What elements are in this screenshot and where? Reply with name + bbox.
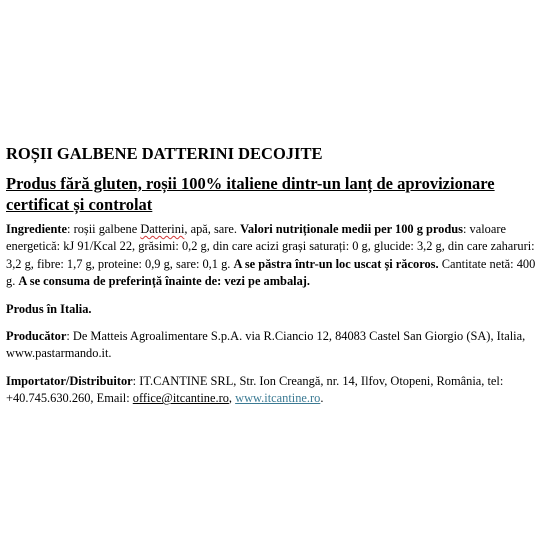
producer-label: Producător (6, 329, 67, 344)
best-before: A se consuma de preferință înainte de: vezi pe ambalaj. (18, 274, 311, 289)
product-label-document (6, 144, 542, 418)
importer-end: . (320, 391, 324, 406)
producer-paragraph (6, 328, 542, 363)
nutrition-values: : valoare energetică: kJ 91/Kcal 22, grăsimi: 0,2 g, din care acizi grași saturați: 0 g, glucide: 3,2 g, din care zaharuri: 3,2 g, fibre: 1,7 g, proteine: 0,9 g, sare: 0,1 g. (6, 222, 535, 271)
ingredients-paragraph (6, 221, 542, 291)
importer-paragraph (6, 373, 542, 408)
link-separator: , (228, 391, 236, 406)
email-link[interactable]: office@itcantine.ro (132, 391, 229, 406)
storage-instructions: A se păstra într-un loc uscat și răcoros. (233, 256, 439, 271)
ingredients-label: Ingrediente (6, 222, 68, 236)
importer-label: Importator/Distribuitor (6, 373, 133, 388)
product-subtitle: Produs fără gluten, roșii 100% italiene dintr-un lanț de aprovizionare certificat și controlat (6, 174, 495, 214)
origin-statement: Produs în Italia. (6, 301, 92, 316)
net-quantity: Cantitate netă: 400 g. (6, 256, 536, 289)
ingredients-text: : roșii galbene (67, 222, 141, 236)
producer-details: : De Matteis Agroalimentare S.p.A. via R.Ciancio 12, 84083 Castel San Giorgio (SA), Italia, www.pastarmando.it. (6, 329, 526, 361)
ingredients-text-rest: , apă, sare. (184, 222, 241, 236)
importer-details: : IT.CANTINE SRL, Str. Ion Creangă, nr. 14, Ilfov, Otopeni, România, tel: +40.745.630.260, Email: (6, 373, 504, 406)
product-title: ROȘII GALBENE DATTERINI DECOJITE (6, 144, 323, 163)
nutrition-label: Valori nutriționale medii per 100 g produs (240, 222, 463, 236)
website-link[interactable]: www.itcantine.ro (235, 391, 321, 406)
datterini-word: Datterini (140, 222, 185, 236)
